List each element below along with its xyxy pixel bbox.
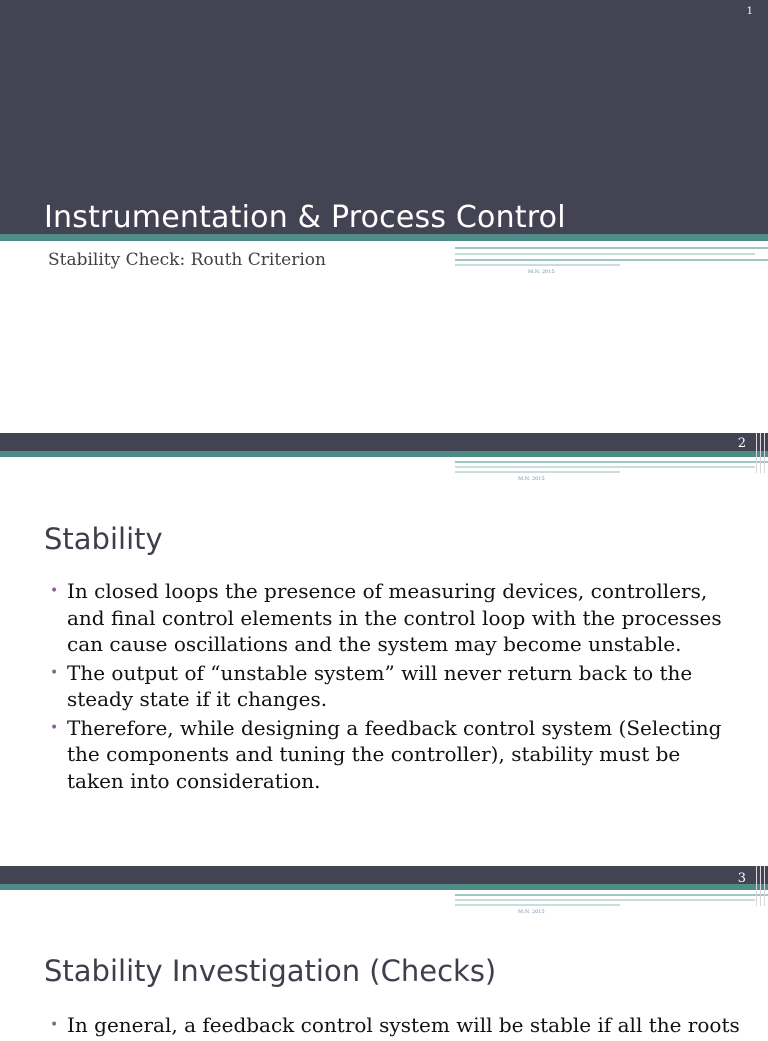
slide-number: 2 <box>737 436 746 451</box>
slide-footer: M.N. 2015 <box>518 909 545 915</box>
corner-decoration <box>754 433 768 473</box>
slide-footer: M.N. 2015 <box>518 476 545 482</box>
bullet-list <box>50 1012 740 1041</box>
slide-title: Stability <box>44 522 163 556</box>
accent-line <box>455 471 620 473</box>
accent-band <box>0 451 768 457</box>
slide-2 <box>0 433 768 866</box>
accent-line <box>455 466 755 468</box>
slide-3 <box>0 866 768 1037</box>
accent-line <box>455 247 768 249</box>
accent-band <box>0 234 768 241</box>
accent-band <box>0 884 768 890</box>
accent-line <box>455 253 755 255</box>
title-background <box>0 0 768 234</box>
bullet-text: In general, a feedback control system will be stable if all the roots <box>67 1013 740 1037</box>
accent-line <box>455 264 620 266</box>
bullet-icon: • <box>50 583 59 599</box>
slide-footer: M.N. 2015 <box>528 269 555 275</box>
bullet-icon: • <box>50 1017 59 1033</box>
list-item <box>50 1012 740 1039</box>
bullet-text: Therefore, while designing a feedback control system (Selecting the components and tuning the controller), stability must be taken into consideration. <box>67 715 722 793</box>
list-item <box>50 660 740 713</box>
list-item <box>50 715 740 795</box>
bullet-icon: • <box>50 719 59 736</box>
bullet-icon: • <box>50 664 59 681</box>
slide-number: 1 <box>746 6 753 17</box>
accent-line <box>455 461 768 463</box>
list-item <box>50 578 740 658</box>
slide-title: Stability Investigation (Checks) <box>44 954 497 988</box>
accent-line <box>455 899 755 901</box>
accent-line <box>455 904 620 906</box>
bullet-list <box>50 578 740 796</box>
bullet-text: In closed loops the presence of measuring devices, controllers, and final control elements in the control loop with the processes can cause oscillations and the system may become unstable. <box>67 579 722 656</box>
corner-decoration <box>754 866 768 906</box>
accent-line <box>455 259 768 261</box>
accent-line <box>455 894 768 896</box>
presentation-title: Instrumentation & Process Control <box>44 200 566 235</box>
slide-1 <box>0 0 768 433</box>
slide-number: 3 <box>737 871 746 886</box>
header-bar <box>0 433 768 451</box>
bullet-text: The output of “unstable system” will never return back to the steady state if it changes. <box>67 660 693 711</box>
header-bar <box>0 866 768 884</box>
presentation-subtitle: Stability Check: Routh Criterion <box>48 250 326 270</box>
